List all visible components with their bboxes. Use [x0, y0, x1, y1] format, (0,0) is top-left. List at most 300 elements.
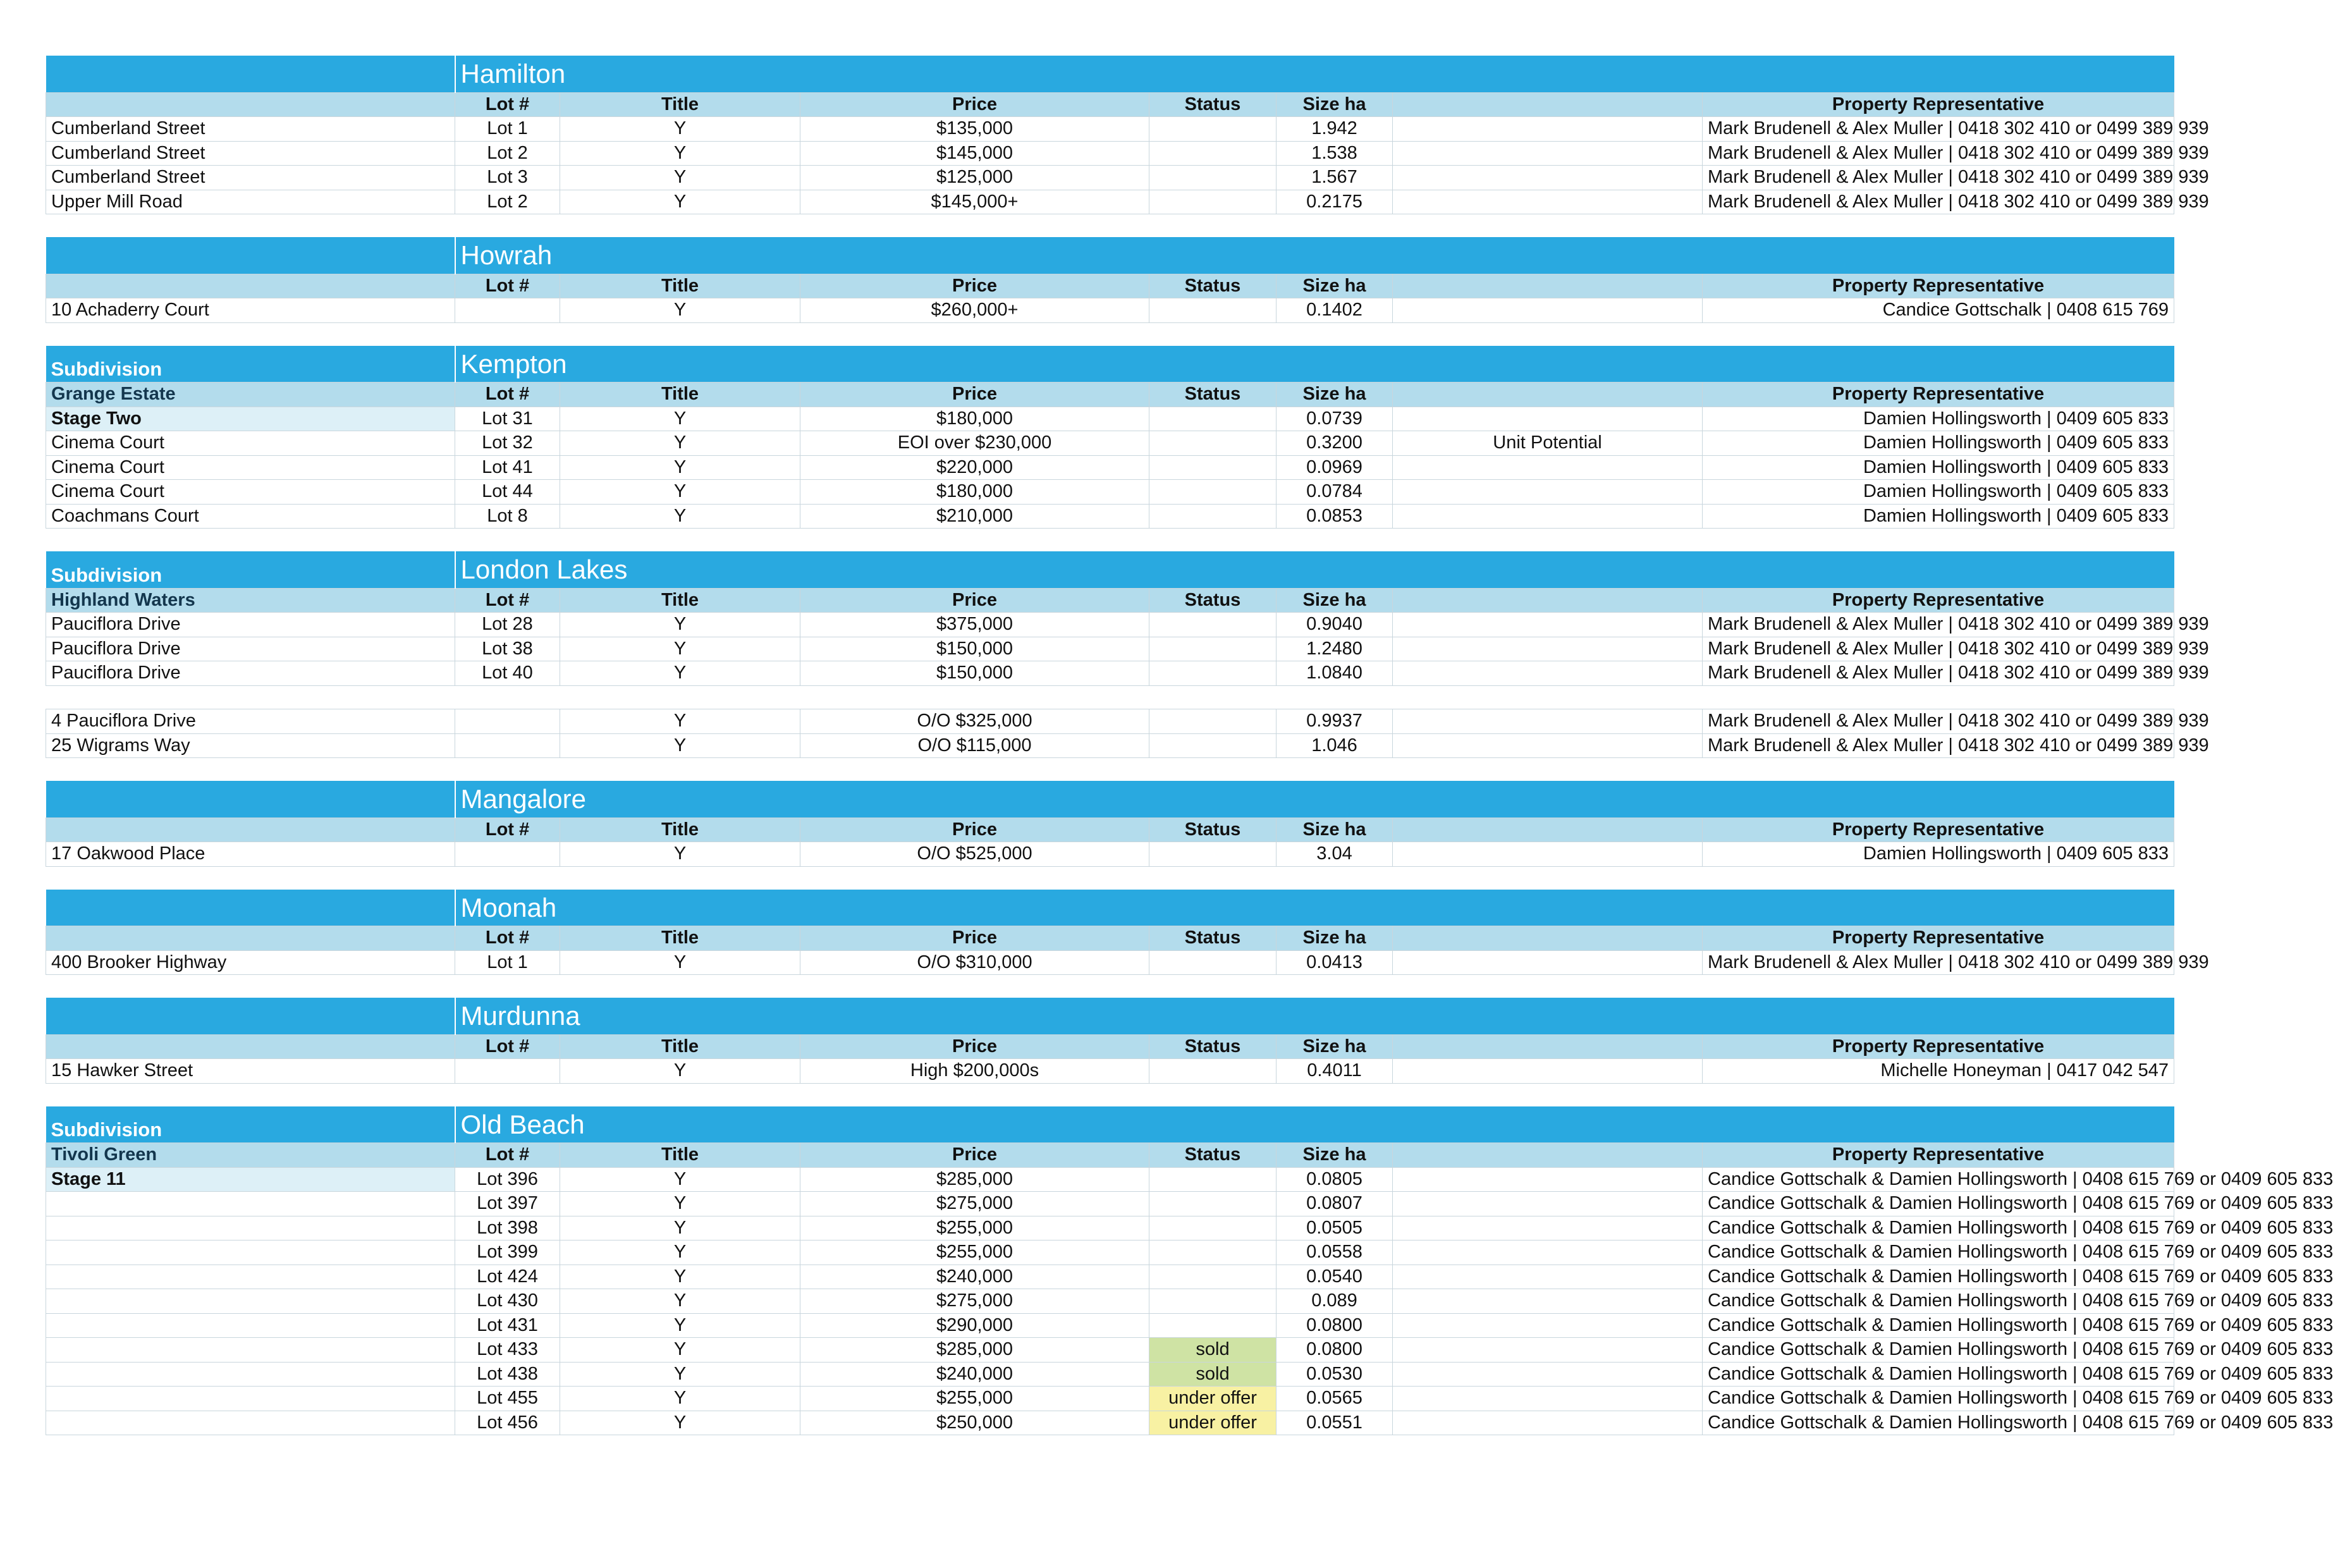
- column-header-row: [46, 1143, 2174, 1168]
- table-row: [46, 1387, 2174, 1411]
- note-cell: [1393, 1240, 1703, 1265]
- representative-cell: Candice Gottschalk & Damien Hollingsworth | 0408 615 769 or 0409 605 833: [1703, 1289, 2174, 1314]
- section-kempton: [46, 346, 2174, 529]
- section-banner: [46, 56, 2174, 92]
- price-cell: $150,000: [800, 661, 1149, 686]
- representative-cell: Damien Hollingsworth | 0409 605 833: [1703, 431, 2174, 456]
- representative-cell: Mark Brudenell & Alex Muller | 0418 302 410 or 0499 389 939: [1703, 661, 2174, 686]
- title-cell: Y: [560, 298, 800, 323]
- section-mangalore: [46, 781, 2174, 867]
- header-lot: Lot #: [455, 818, 560, 842]
- note-cell: [1393, 1167, 1703, 1192]
- price-cell: $240,000: [800, 1265, 1149, 1289]
- representative-cell: Mark Brudenell & Alex Muller | 0418 302 410 or 0499 389 939: [1703, 950, 2174, 975]
- table-row: [46, 1167, 2174, 1192]
- price-cell: $180,000: [800, 407, 1149, 431]
- size-cell: 0.0551: [1277, 1411, 1393, 1435]
- header-representative: Property Representative: [1703, 818, 2174, 842]
- lot-cell: Lot 38: [455, 637, 560, 661]
- note-cell: [1393, 637, 1703, 661]
- column-header-row: [46, 383, 2174, 407]
- header-size: Size ha: [1277, 383, 1393, 407]
- lot-cell: Lot 430: [455, 1289, 560, 1314]
- header-title: Title: [560, 383, 800, 407]
- header-blank: [1393, 92, 1703, 117]
- price-cell: $145,000+: [800, 190, 1149, 214]
- table-row: [46, 1313, 2174, 1338]
- section-london-lakes: [46, 551, 2209, 758]
- address-cell: Cumberland Street: [46, 141, 455, 166]
- table-row: [46, 1411, 2174, 1435]
- size-cell: 0.0565: [1277, 1387, 1393, 1411]
- table-row: [46, 1338, 2174, 1363]
- subdivision-name: [46, 926, 455, 951]
- table-row: [46, 141, 2174, 166]
- size-cell: 0.0969: [1277, 455, 1393, 480]
- representative-cell: Michelle Honeyman | 0417 042 547: [1703, 1059, 2174, 1084]
- note-cell: [1393, 1216, 1703, 1240]
- status-badge: [1149, 480, 1277, 505]
- size-cell: 1.2480: [1277, 637, 1393, 661]
- price-cell: $275,000: [800, 1192, 1149, 1216]
- status-badge: [1149, 613, 1277, 637]
- status-badge: [1149, 950, 1277, 975]
- subdivision-name: Tivoli Green: [46, 1143, 455, 1168]
- lot-cell: [455, 1059, 560, 1084]
- address-cell: [46, 1265, 455, 1289]
- subdivision-name: Highland Waters: [46, 588, 455, 613]
- title-cell: Y: [560, 190, 800, 214]
- price-cell: $275,000: [800, 1289, 1149, 1314]
- note-cell: [1393, 1338, 1703, 1363]
- section-howrah: [46, 237, 2174, 323]
- section-banner: [46, 781, 2174, 818]
- address-cell: [46, 1411, 455, 1435]
- price-cell: $285,000: [800, 1338, 1149, 1363]
- subdivision-tag: [46, 998, 455, 1034]
- representative-cell: Candice Gottschalk & Damien Hollingsworth | 0408 615 769 or 0409 605 833: [1703, 1265, 2174, 1289]
- title-cell: Y: [560, 407, 800, 431]
- representative-cell: Candice Gottschalk & Damien Hollingsworth | 0408 615 769 or 0409 605 833: [1703, 1313, 2174, 1338]
- representative-cell: Mark Brudenell & Alex Muller | 0418 302 410 or 0499 389 939: [1703, 190, 2174, 214]
- section-banner: [46, 346, 2174, 383]
- representative-cell: Candice Gottschalk & Damien Hollingsworth | 0408 615 769 or 0409 605 833: [1703, 1240, 2174, 1265]
- lot-cell: Lot 1: [455, 117, 560, 142]
- status-badge: [1149, 1240, 1277, 1265]
- size-cell: 0.2175: [1277, 190, 1393, 214]
- header-status: Status: [1149, 383, 1277, 407]
- status-badge: [1149, 166, 1277, 190]
- lot-cell: Lot 1: [455, 950, 560, 975]
- header-price: Price: [800, 588, 1149, 613]
- size-cell: 0.0800: [1277, 1313, 1393, 1338]
- address-cell: Pauciflora Drive: [46, 613, 455, 637]
- header-price: Price: [800, 383, 1149, 407]
- size-cell: 1.538: [1277, 141, 1393, 166]
- section-hamilton: [46, 56, 2209, 214]
- title-cell: Y: [560, 842, 800, 867]
- title-cell: Y: [560, 661, 800, 686]
- address-cell: 17 Oakwood Place: [46, 842, 455, 867]
- header-title: Title: [560, 1034, 800, 1059]
- note-cell: [1393, 1387, 1703, 1411]
- price-cell: O/O $325,000: [800, 709, 1149, 734]
- header-blank: [1393, 818, 1703, 842]
- subdivision-name: [46, 274, 455, 298]
- section-banner: [46, 998, 2174, 1034]
- status-badge: [1149, 1216, 1277, 1240]
- status-badge: [1149, 455, 1277, 480]
- size-cell: 0.9040: [1277, 613, 1393, 637]
- note-cell: [1393, 950, 1703, 975]
- price-cell: $210,000: [800, 504, 1149, 529]
- header-size: Size ha: [1277, 818, 1393, 842]
- column-header-row: [46, 274, 2174, 298]
- header-price: Price: [800, 818, 1149, 842]
- status-badge: [1149, 190, 1277, 214]
- size-cell: 0.0853: [1277, 504, 1393, 529]
- status-badge: [1149, 842, 1277, 867]
- table-row: [46, 709, 2174, 734]
- representative-cell: Mark Brudenell & Alex Muller | 0418 302 410 or 0499 389 939: [1703, 141, 2174, 166]
- header-blank: [1393, 588, 1703, 613]
- note-cell: [1393, 1192, 1703, 1216]
- header-lot: Lot #: [455, 274, 560, 298]
- header-status: Status: [1149, 274, 1277, 298]
- address-cell: Cinema Court: [46, 455, 455, 480]
- price-cell: $240,000: [800, 1362, 1149, 1387]
- subdivision-name: [46, 92, 455, 117]
- header-representative: Property Representative: [1703, 588, 2174, 613]
- status-badge: [1149, 141, 1277, 166]
- status-badge: [1149, 1167, 1277, 1192]
- representative-cell: Candice Gottschalk & Damien Hollingsworth | 0408 615 769 or 0409 605 833: [1703, 1387, 2174, 1411]
- address-cell: Coachmans Court: [46, 504, 455, 529]
- size-cell: 0.0805: [1277, 1167, 1393, 1192]
- table-row: [46, 613, 2174, 637]
- note-cell: [1393, 661, 1703, 686]
- lot-cell: Lot 3: [455, 166, 560, 190]
- size-cell: 1.567: [1277, 166, 1393, 190]
- header-title: Title: [560, 926, 800, 951]
- note-cell: [1393, 480, 1703, 505]
- size-cell: 1.046: [1277, 733, 1393, 758]
- price-cell: O/O $115,000: [800, 733, 1149, 758]
- size-cell: 0.0784: [1277, 480, 1393, 505]
- header-price: Price: [800, 1143, 1149, 1168]
- header-title: Title: [560, 588, 800, 613]
- address-cell: [46, 1216, 455, 1240]
- section-banner: [46, 890, 2174, 926]
- price-cell: $125,000: [800, 166, 1149, 190]
- table-row: [46, 950, 2174, 975]
- header-status: Status: [1149, 92, 1277, 117]
- status-badge: [1149, 117, 1277, 142]
- title-cell: Y: [560, 1240, 800, 1265]
- size-cell: 0.1402: [1277, 298, 1393, 323]
- header-size: Size ha: [1277, 926, 1393, 951]
- representative-cell: Mark Brudenell & Alex Muller | 0418 302 410 or 0499 389 939: [1703, 613, 2174, 637]
- lot-cell: Lot 32: [455, 431, 560, 456]
- listing-table: [46, 237, 2174, 323]
- suburb-title: Hamilton: [455, 56, 2174, 92]
- header-title: Title: [560, 818, 800, 842]
- suburb-title: Old Beach: [455, 1106, 2174, 1143]
- address-cell: Pauciflora Drive: [46, 661, 455, 686]
- lot-cell: Lot 396: [455, 1167, 560, 1192]
- title-cell: Y: [560, 613, 800, 637]
- representative-cell: Candice Gottschalk & Damien Hollingsworth | 0408 615 769 or 0409 605 833: [1703, 1411, 2174, 1435]
- header-blank: [1393, 274, 1703, 298]
- subdivision-tag: Subdivision: [46, 1106, 455, 1143]
- header-status: Status: [1149, 818, 1277, 842]
- section-banner: [46, 551, 2174, 588]
- representative-cell: Mark Brudenell & Alex Muller | 0418 302 410 or 0499 389 939: [1703, 117, 2174, 142]
- header-size: Size ha: [1277, 1143, 1393, 1168]
- price-cell: $180,000: [800, 480, 1149, 505]
- note-cell: [1393, 117, 1703, 142]
- header-representative: Property Representative: [1703, 1143, 2174, 1168]
- note-cell: [1393, 842, 1703, 867]
- status-badge: [1149, 407, 1277, 431]
- address-cell: 15 Hawker Street: [46, 1059, 455, 1084]
- title-cell: Y: [560, 1216, 800, 1240]
- price-cell: High $200,000s: [800, 1059, 1149, 1084]
- representative-cell: Mark Brudenell & Alex Muller | 0418 302 410 or 0499 389 939: [1703, 733, 2174, 758]
- size-cell: 0.4011: [1277, 1059, 1393, 1084]
- header-representative: Property Representative: [1703, 926, 2174, 951]
- representative-cell: Damien Hollingsworth | 0409 605 833: [1703, 407, 2174, 431]
- status-badge: sold: [1149, 1338, 1277, 1363]
- header-status: Status: [1149, 588, 1277, 613]
- suburb-title: Howrah: [455, 237, 2174, 274]
- size-cell: 0.0540: [1277, 1265, 1393, 1289]
- lot-cell: Lot 2: [455, 141, 560, 166]
- table-row: [46, 1265, 2174, 1289]
- header-lot: Lot #: [455, 926, 560, 951]
- note-cell: [1393, 1059, 1703, 1084]
- note-cell: [1393, 1362, 1703, 1387]
- price-cell: $255,000: [800, 1216, 1149, 1240]
- size-cell: 0.0807: [1277, 1192, 1393, 1216]
- price-cell: O/O $525,000: [800, 842, 1149, 867]
- lot-cell: Lot 28: [455, 613, 560, 637]
- title-cell: Y: [560, 117, 800, 142]
- note-cell: [1393, 190, 1703, 214]
- size-cell: 0.0530: [1277, 1362, 1393, 1387]
- title-cell: Y: [560, 141, 800, 166]
- table-row: [46, 1192, 2174, 1216]
- size-cell: 0.089: [1277, 1289, 1393, 1314]
- lot-cell: [455, 709, 560, 734]
- stage-label: Stage 11: [46, 1167, 455, 1192]
- status-badge: [1149, 1289, 1277, 1314]
- representative-cell: Mark Brudenell & Alex Muller | 0418 302 410 or 0499 389 939: [1703, 166, 2174, 190]
- header-blank: [1393, 1034, 1703, 1059]
- representative-cell: Mark Brudenell & Alex Muller | 0418 302 410 or 0499 389 939: [1703, 709, 2174, 734]
- title-cell: Y: [560, 1411, 800, 1435]
- title-cell: Y: [560, 1338, 800, 1363]
- note-cell: [1393, 504, 1703, 529]
- header-size: Size ha: [1277, 92, 1393, 117]
- header-status: Status: [1149, 1143, 1277, 1168]
- table-row: [46, 298, 2174, 323]
- price-cell: $135,000: [800, 117, 1149, 142]
- listing-table: [46, 998, 2174, 1084]
- status-badge: [1149, 661, 1277, 686]
- address-cell: [46, 1289, 455, 1314]
- title-cell: Y: [560, 637, 800, 661]
- section-banner: [46, 1106, 2174, 1143]
- lot-cell: Lot 397: [455, 1192, 560, 1216]
- status-badge: [1149, 504, 1277, 529]
- note-cell: [1393, 1289, 1703, 1314]
- section-old-beach: [46, 1106, 2333, 1436]
- note-cell: [1393, 613, 1703, 637]
- size-cell: 1.0840: [1277, 661, 1393, 686]
- lot-cell: [455, 733, 560, 758]
- status-badge: [1149, 1313, 1277, 1338]
- size-cell: 0.0413: [1277, 950, 1393, 975]
- address-cell: [46, 1387, 455, 1411]
- title-cell: Y: [560, 709, 800, 734]
- size-cell: 0.0739: [1277, 407, 1393, 431]
- lot-cell: Lot 431: [455, 1313, 560, 1338]
- header-status: Status: [1149, 926, 1277, 951]
- column-header-row: [46, 1034, 2174, 1059]
- header-representative: Property Representative: [1703, 92, 2174, 117]
- address-cell: 10 Achaderry Court: [46, 298, 455, 323]
- lot-cell: Lot 40: [455, 661, 560, 686]
- table-row: [46, 480, 2174, 505]
- header-blank: [1393, 926, 1703, 951]
- header-blank: [1393, 1143, 1703, 1168]
- address-cell: [46, 1338, 455, 1363]
- header-lot: Lot #: [455, 588, 560, 613]
- representative-cell: Candice Gottschalk & Damien Hollingsworth | 0408 615 769 or 0409 605 833: [1703, 1362, 2174, 1387]
- address-cell: Cumberland Street: [46, 166, 455, 190]
- price-cell: $285,000: [800, 1167, 1149, 1192]
- title-cell: Y: [560, 1192, 800, 1216]
- price-cell: $250,000: [800, 1411, 1149, 1435]
- price-cell: $220,000: [800, 455, 1149, 480]
- column-header-row: [46, 818, 2174, 842]
- lot-cell: Lot 433: [455, 1338, 560, 1363]
- note-cell: [1393, 733, 1703, 758]
- stage-label: Stage Two: [46, 407, 455, 431]
- lot-cell: Lot 424: [455, 1265, 560, 1289]
- title-cell: Y: [560, 1289, 800, 1314]
- title-cell: Y: [560, 1059, 800, 1084]
- representative-cell: Candice Gottschalk | 0408 615 769: [1703, 298, 2174, 323]
- address-cell: Cinema Court: [46, 431, 455, 456]
- size-cell: 0.0505: [1277, 1216, 1393, 1240]
- status-badge: [1149, 733, 1277, 758]
- lot-cell: Lot 438: [455, 1362, 560, 1387]
- table-row: [46, 733, 2174, 758]
- spacer-cell: [46, 685, 2174, 709]
- title-cell: Y: [560, 1362, 800, 1387]
- title-cell: Y: [560, 480, 800, 505]
- spacer-row: [46, 685, 2174, 709]
- note-cell: [1393, 709, 1703, 734]
- column-header-row: [46, 926, 2174, 951]
- table-row: [46, 1289, 2174, 1314]
- header-representative: Property Representative: [1703, 383, 2174, 407]
- header-title: Title: [560, 274, 800, 298]
- address-cell: 400 Brooker Highway: [46, 950, 455, 975]
- header-title: Title: [560, 1143, 800, 1168]
- size-cell: 1.942: [1277, 117, 1393, 142]
- address-cell: [46, 1313, 455, 1338]
- title-cell: Y: [560, 950, 800, 975]
- title-cell: Y: [560, 1265, 800, 1289]
- header-status: Status: [1149, 1034, 1277, 1059]
- representative-cell: Damien Hollingsworth | 0409 605 833: [1703, 455, 2174, 480]
- note-cell: [1393, 1265, 1703, 1289]
- section-banner: [46, 237, 2174, 274]
- note-cell: [1393, 1313, 1703, 1338]
- size-cell: 0.9937: [1277, 709, 1393, 734]
- subdivision-name: [46, 818, 455, 842]
- table-row: [46, 842, 2174, 867]
- lot-cell: Lot 399: [455, 1240, 560, 1265]
- price-cell: $260,000+: [800, 298, 1149, 323]
- header-price: Price: [800, 926, 1149, 951]
- section-murdunna: [46, 998, 2174, 1084]
- subdivision-tag: Subdivision: [46, 346, 455, 383]
- subdivision-tag: Subdivision: [46, 551, 455, 588]
- lot-cell: Lot 2: [455, 190, 560, 214]
- address-cell: Upper Mill Road: [46, 190, 455, 214]
- header-lot: Lot #: [455, 1034, 560, 1059]
- lot-cell: Lot 8: [455, 504, 560, 529]
- title-cell: Y: [560, 1387, 800, 1411]
- lot-cell: [455, 298, 560, 323]
- status-badge: [1149, 298, 1277, 323]
- address-cell: [46, 1362, 455, 1387]
- lot-cell: Lot 31: [455, 407, 560, 431]
- note-cell: Unit Potential: [1393, 431, 1703, 456]
- table-row: [46, 637, 2174, 661]
- subdivision-tag: [46, 781, 455, 818]
- table-row: [46, 1240, 2174, 1265]
- price-cell: $375,000: [800, 613, 1149, 637]
- representative-cell: Candice Gottschalk & Damien Hollingsworth | 0408 615 769 or 0409 605 833: [1703, 1192, 2174, 1216]
- subdivision-name: [46, 1034, 455, 1059]
- subdivision-name: Grange Estate: [46, 383, 455, 407]
- address-cell: Cinema Court: [46, 480, 455, 505]
- header-price: Price: [800, 274, 1149, 298]
- listing-table: [46, 551, 2209, 758]
- lot-cell: Lot 456: [455, 1411, 560, 1435]
- price-cell: EOI over $230,000: [800, 431, 1149, 456]
- price-cell: $150,000: [800, 637, 1149, 661]
- price-cell: $145,000: [800, 141, 1149, 166]
- header-representative: Property Representative: [1703, 274, 2174, 298]
- status-badge: [1149, 1059, 1277, 1084]
- title-cell: Y: [560, 1167, 800, 1192]
- listing-table: [46, 781, 2174, 867]
- size-cell: 3.04: [1277, 842, 1393, 867]
- table-row: [46, 407, 2174, 431]
- representative-cell: Damien Hollingsworth | 0409 605 833: [1703, 504, 2174, 529]
- representative-cell: Candice Gottschalk & Damien Hollingsworth | 0408 615 769 or 0409 605 833: [1703, 1338, 2174, 1363]
- listings-sheet: [46, 56, 2333, 1458]
- title-cell: Y: [560, 431, 800, 456]
- status-badge: under offer: [1149, 1387, 1277, 1411]
- note-cell: [1393, 455, 1703, 480]
